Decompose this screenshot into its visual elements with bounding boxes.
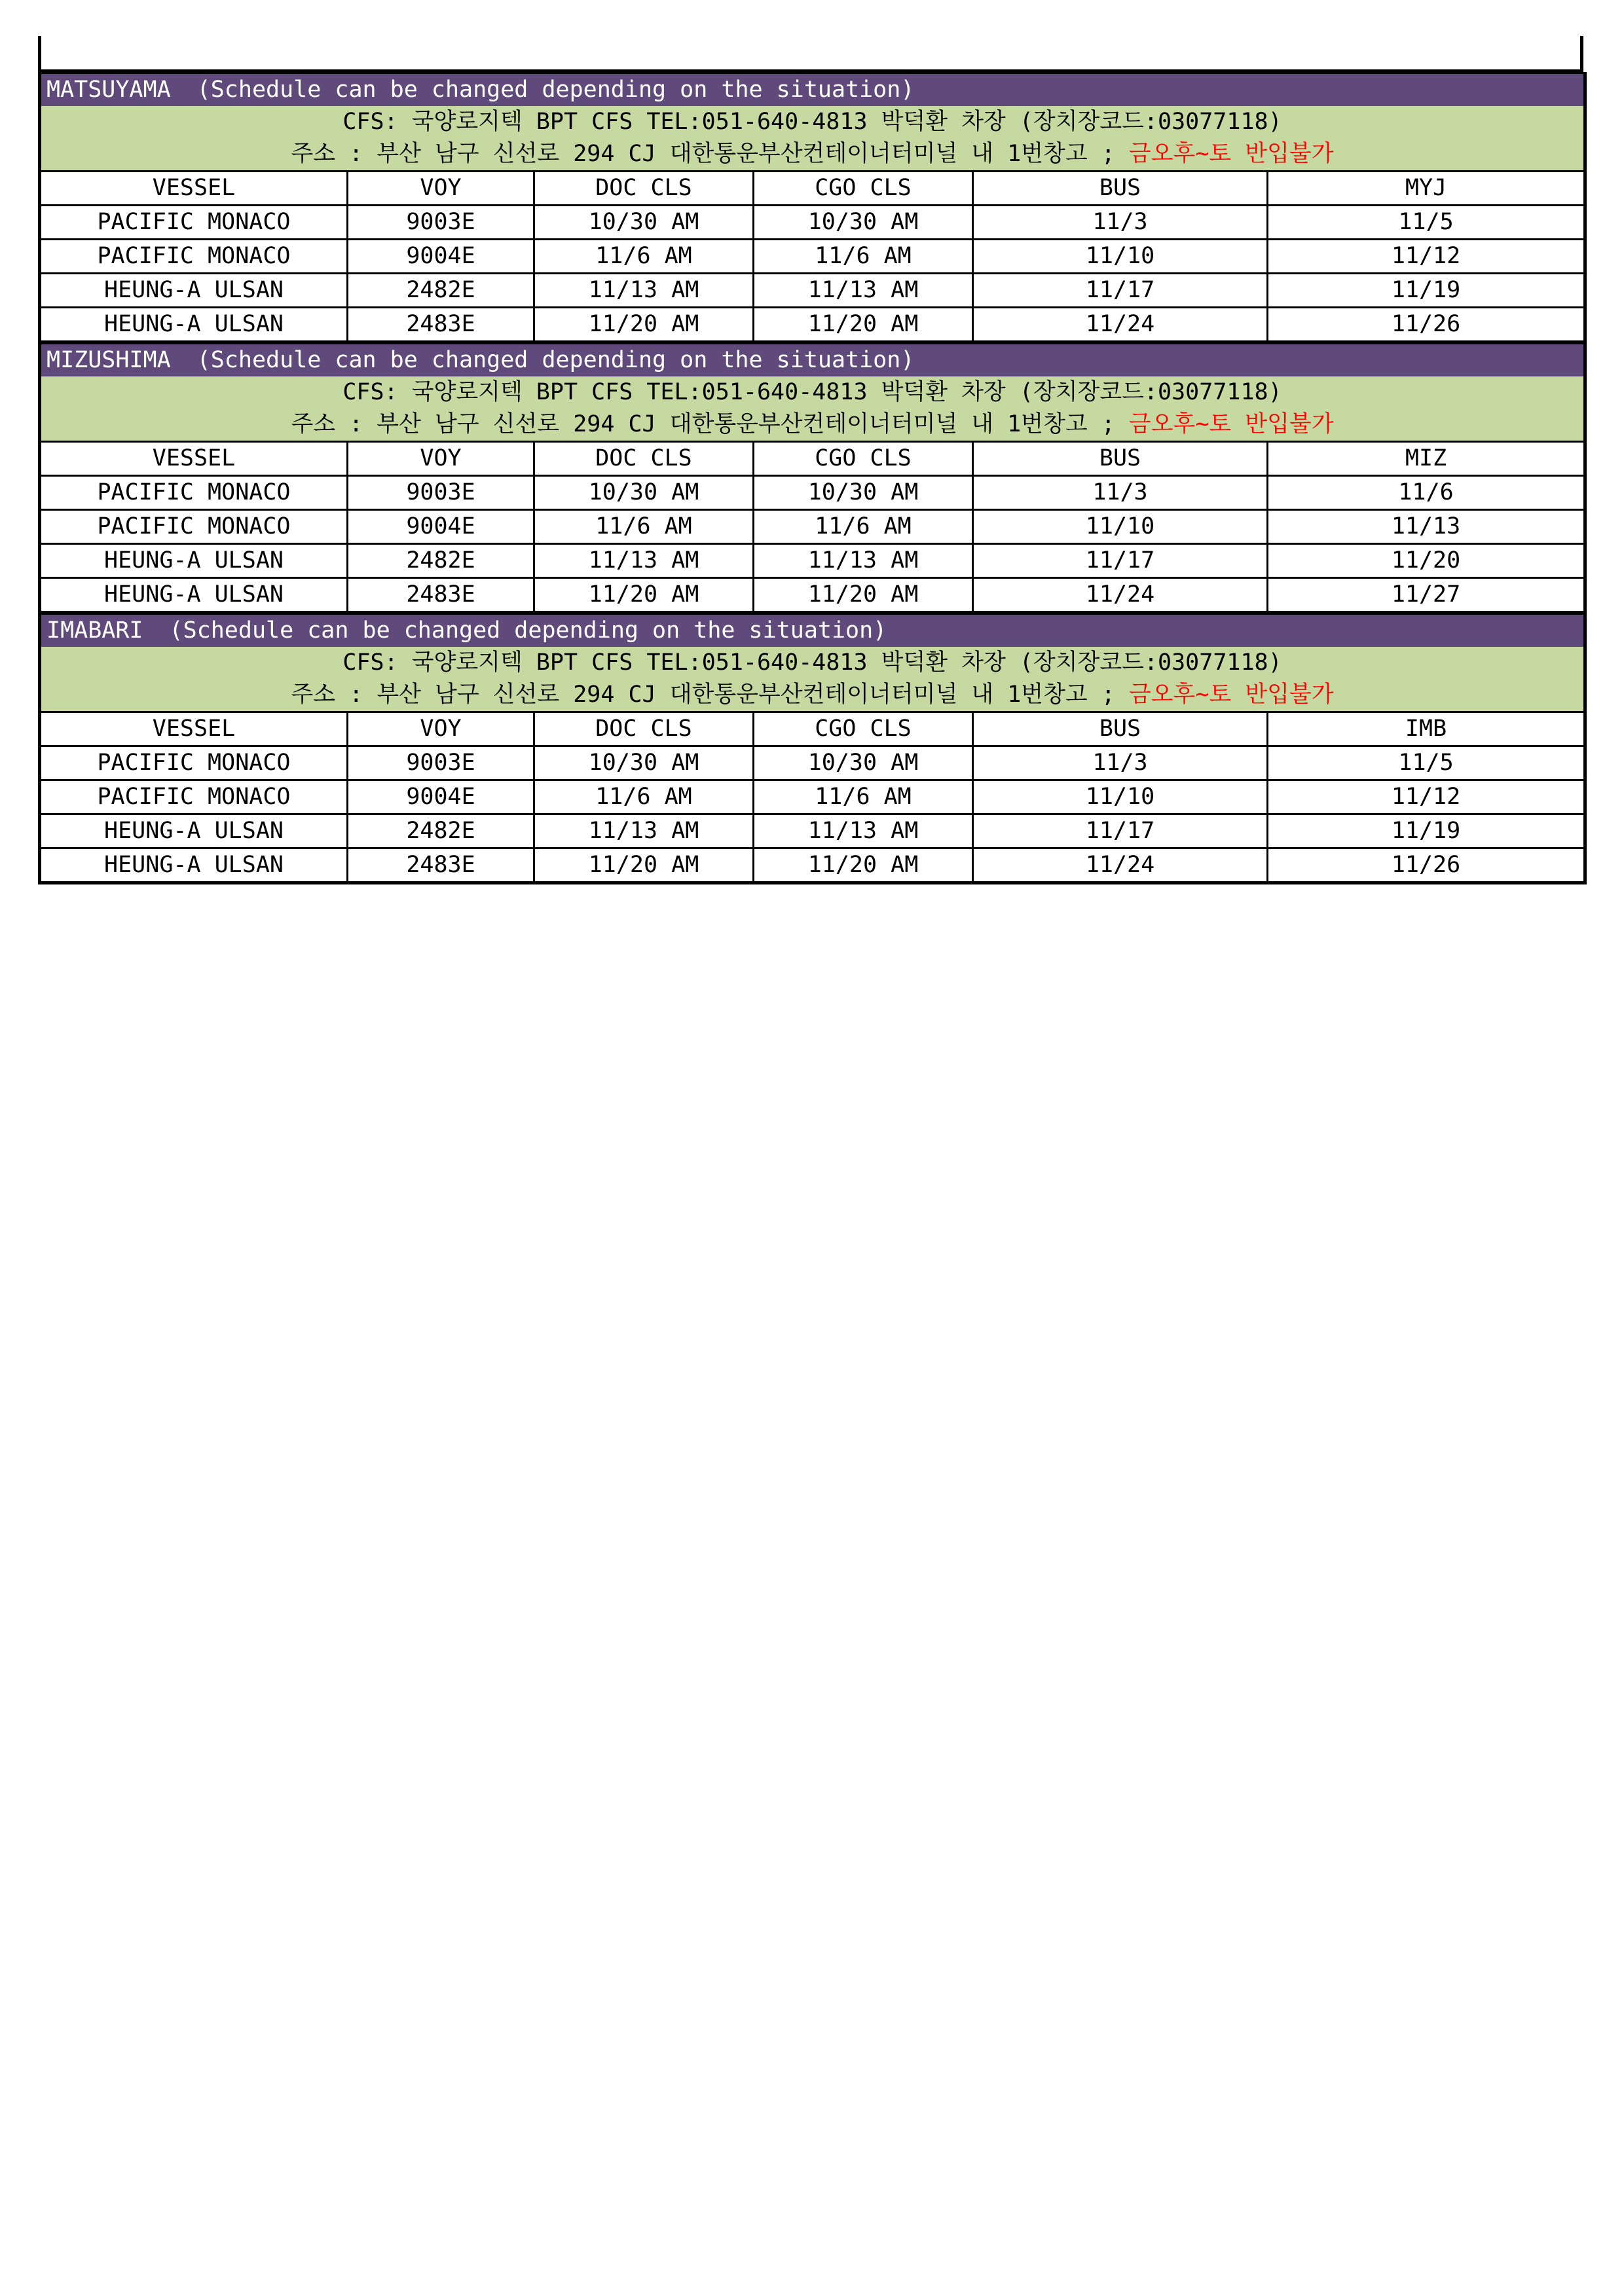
cgo-cls-cell: 11/6 AM [754, 780, 973, 814]
header-bus: BUS [973, 712, 1268, 746]
bus-cell: 11/10 [973, 780, 1268, 814]
header-vessel: VESSEL [40, 172, 348, 206]
voy-cell: 9004E [348, 510, 534, 544]
doc-cls-cell: 11/6 AM [534, 510, 754, 544]
address-text: 주소 : 부산 남구 신선로 294 CJ 대한통운부산컨테이너터미널 내 1번창고 ; [291, 141, 1115, 167]
cgo-cls-cell: 11/20 AM [754, 848, 973, 883]
header-voy: VOY [348, 442, 534, 476]
bus-cell: 11/24 [973, 308, 1268, 342]
header-dest-code: MYJ [1268, 172, 1585, 206]
voy-cell: 2483E [348, 578, 534, 612]
dest-cell: 11/12 [1268, 240, 1585, 274]
port-name: IMABARI [46, 617, 143, 644]
vessel-cell: PACIFIC MONACO [40, 746, 348, 780]
address-row [40, 138, 1585, 172]
vessel-cell: HEUNG-A ULSAN [40, 848, 348, 883]
cgo-cls-cell: 10/30 AM [754, 746, 973, 780]
voy-cell: 9004E [348, 780, 534, 814]
header-voy: VOY [348, 172, 534, 206]
section-title-row [40, 73, 1585, 107]
bus-cell: 11/3 [973, 746, 1268, 780]
table-row [40, 780, 1585, 814]
voy-cell: 9004E [348, 240, 534, 274]
vessel-cell: PACIFIC MONACO [40, 476, 348, 510]
table-row [40, 206, 1585, 240]
bus-cell: 11/3 [973, 476, 1268, 510]
column-header-row [40, 172, 1585, 206]
no-delivery-note: 금오후~토 반입불가 [1128, 682, 1334, 708]
dest-cell: 11/13 [1268, 510, 1585, 544]
table-row [40, 746, 1585, 780]
bus-cell: 11/17 [973, 544, 1268, 578]
voy-cell: 9003E [348, 746, 534, 780]
bus-cell: 11/17 [973, 274, 1268, 308]
address-text: 주소 : 부산 남구 신선로 294 CJ 대한통운부산컨테이너터미널 내 1번창고 ; [291, 682, 1115, 708]
doc-cls-cell: 11/13 AM [534, 814, 754, 848]
vessel-cell: PACIFIC MONACO [40, 510, 348, 544]
doc-cls-cell: 10/30 AM [534, 746, 754, 780]
cgo-cls-cell: 11/13 AM [754, 814, 973, 848]
cgo-cls-cell: 11/6 AM [754, 510, 973, 544]
doc-cls-cell: 10/30 AM [534, 476, 754, 510]
schedule-section-mizushima [38, 342, 1587, 613]
dest-cell: 11/19 [1268, 274, 1585, 308]
header-bus: BUS [973, 442, 1268, 476]
voy-cell: 2482E [348, 274, 534, 308]
voy-cell: 2482E [348, 544, 534, 578]
vessel-cell: PACIFIC MONACO [40, 206, 348, 240]
table-row [40, 544, 1585, 578]
column-header-row [40, 712, 1585, 746]
vessel-cell: HEUNG-A ULSAN [40, 544, 348, 578]
header-cgo-cls: CGO CLS [754, 712, 973, 746]
doc-cls-cell: 11/13 AM [534, 274, 754, 308]
column-header-row [40, 442, 1585, 476]
dest-cell: 11/19 [1268, 814, 1585, 848]
vessel-cell: HEUNG-A ULSAN [40, 308, 348, 342]
table-row [40, 274, 1585, 308]
section-title-row [40, 614, 1585, 647]
vessel-cell: HEUNG-A ULSAN [40, 274, 348, 308]
cfs-info-row [40, 647, 1585, 679]
header-bus: BUS [973, 172, 1268, 206]
cgo-cls-cell: 11/6 AM [754, 240, 973, 274]
schedule-section-matsuyama [38, 72, 1587, 342]
header-cgo-cls: CGO CLS [754, 442, 973, 476]
table-row [40, 308, 1585, 342]
bus-cell: 11/10 [973, 510, 1268, 544]
cfs-info: CFS: 국양로지텍 BPT CFS TEL:051-640-4813 박덕환 차장 (장치장코드:03077118) [40, 376, 1585, 409]
cfs-info: CFS: 국양로지텍 BPT CFS TEL:051-640-4813 박덕환 차장 (장치장코드:03077118) [40, 647, 1585, 679]
dest-cell: 11/5 [1268, 206, 1585, 240]
header-voy: VOY [348, 712, 534, 746]
address-row [40, 409, 1585, 442]
dest-cell: 11/26 [1268, 308, 1585, 342]
voy-cell: 9003E [348, 476, 534, 510]
bus-cell: 11/3 [973, 206, 1268, 240]
cfs-info-row [40, 376, 1585, 409]
section-title-row [40, 344, 1585, 377]
port-name: MATSUYAMA [46, 77, 171, 103]
doc-cls-cell: 11/20 AM [534, 308, 754, 342]
header-doc-cls: DOC CLS [534, 442, 754, 476]
voy-cell: 2482E [348, 814, 534, 848]
table-row [40, 476, 1585, 510]
top-border-strip [38, 36, 1583, 72]
bus-cell: 11/24 [973, 578, 1268, 612]
bus-cell: 11/17 [973, 814, 1268, 848]
cfs-info: CFS: 국양로지텍 BPT CFS TEL:051-640-4813 박덕환 차장 (장치장코드:03077118) [40, 106, 1585, 138]
vessel-cell: HEUNG-A ULSAN [40, 814, 348, 848]
no-delivery-note: 금오후~토 반입불가 [1128, 411, 1334, 437]
cgo-cls-cell: 11/20 AM [754, 578, 973, 612]
table-row [40, 510, 1585, 544]
header-cgo-cls: CGO CLS [754, 172, 973, 206]
voy-cell: 2483E [348, 848, 534, 883]
schedule-note: (Schedule can be changed depending on the situation) [169, 617, 887, 644]
header-vessel: VESSEL [40, 442, 348, 476]
schedule-note: (Schedule can be changed depending on the situation) [196, 347, 915, 373]
doc-cls-cell: 11/20 AM [534, 578, 754, 612]
header-doc-cls: DOC CLS [534, 172, 754, 206]
cgo-cls-cell: 11/20 AM [754, 308, 973, 342]
doc-cls-cell: 11/20 AM [534, 848, 754, 883]
table-row [40, 848, 1585, 883]
cgo-cls-cell: 11/13 AM [754, 544, 973, 578]
table-row [40, 578, 1585, 612]
port-name: MIZUSHIMA [46, 347, 171, 373]
voy-cell: 2483E [348, 308, 534, 342]
doc-cls-cell: 11/6 AM [534, 780, 754, 814]
schedule-note: (Schedule can be changed depending on the situation) [196, 77, 915, 103]
header-vessel: VESSEL [40, 712, 348, 746]
voy-cell: 9003E [348, 206, 534, 240]
vessel-cell: HEUNG-A ULSAN [40, 578, 348, 612]
header-dest-code: IMB [1268, 712, 1585, 746]
cgo-cls-cell: 11/13 AM [754, 274, 973, 308]
bus-cell: 11/10 [973, 240, 1268, 274]
schedule-sheet [38, 36, 1583, 884]
cgo-cls-cell: 10/30 AM [754, 476, 973, 510]
table-row [40, 240, 1585, 274]
doc-cls-cell: 11/13 AM [534, 544, 754, 578]
address-text: 주소 : 부산 남구 신선로 294 CJ 대한통운부산컨테이너터미널 내 1번창고 ; [291, 411, 1115, 437]
header-dest-code: MIZ [1268, 442, 1585, 476]
cfs-info-row [40, 106, 1585, 138]
dest-cell: 11/6 [1268, 476, 1585, 510]
vessel-cell: PACIFIC MONACO [40, 780, 348, 814]
doc-cls-cell: 10/30 AM [534, 206, 754, 240]
dest-cell: 11/20 [1268, 544, 1585, 578]
dest-cell: 11/5 [1268, 746, 1585, 780]
table-row [40, 814, 1585, 848]
dest-cell: 11/12 [1268, 780, 1585, 814]
vessel-cell: PACIFIC MONACO [40, 240, 348, 274]
dest-cell: 11/26 [1268, 848, 1585, 883]
doc-cls-cell: 11/6 AM [534, 240, 754, 274]
schedule-section-imabari [38, 613, 1587, 884]
no-delivery-note: 금오후~토 반입불가 [1128, 141, 1334, 167]
bus-cell: 11/24 [973, 848, 1268, 883]
dest-cell: 11/27 [1268, 578, 1585, 612]
header-doc-cls: DOC CLS [534, 712, 754, 746]
address-row [40, 679, 1585, 712]
cgo-cls-cell: 10/30 AM [754, 206, 973, 240]
